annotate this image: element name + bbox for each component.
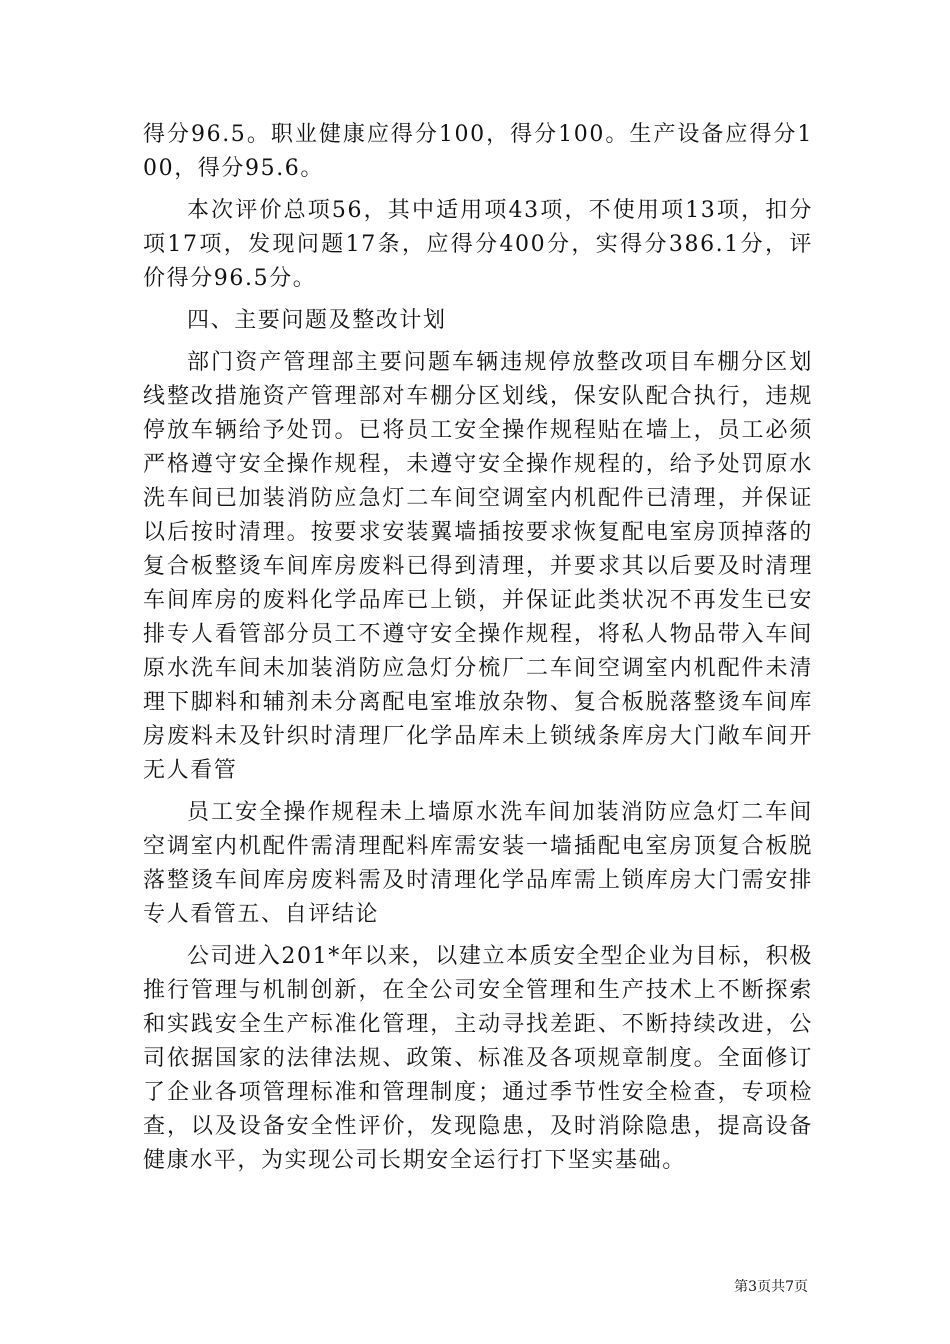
page-number-footer: 第3页共7页: [734, 1279, 808, 1295]
paragraph-evaluation-summary: 本次评价总项56，其中适用项43项，不使用项13项，扣分项17项，发现问题17条，应得分400分，实得分386.1分，评价得分96.5分。: [143, 198, 813, 291]
document-body: [143, 118, 813, 1186]
paragraph-issues-detail: 部门资产管理部主要问题车辆违规停放整改项目车棚分区划线整改措施资产管理部对车棚分区划线，保安队配合执行，违规停放车辆给予处罚。已将员工安全操作规程贴在墙上，员工必须严格遵守安全操作规程，未遵守安全操作规程的，给予处罚原水洗车间已加装消防应急灯二车间空调室内机配件已清理，并保证以后按时清理。按要求安装翼墙插按要求恢复配电室房顶掉落的复合板整烫车间库房废料已得到清理，并要求其以后要及时清理车间库房的废料化学品库已上锁，并保证此类状况不再发生已安排专人看管部分员工不遵守安全操作规程，将私人物品带入车间原水洗车间未加装消防应急灯分梳厂二车间空调室内机配件未清理下脚料和辅剂未分离配电室堆放杂物、复合板脱落整烫车间库房废料未及针织时清理厂化学品库未上锁绒条库房大门敞车间开无人看管: [143, 350, 813, 783]
paragraph-self-evaluation-conclusion: 公司进入201*年以来，以建立本质安全型企业为目标，积极推行管理与机制创新，在全公司安全管理和生产技术上不断探索和实践安全生产标准化管理，主动寻找差距、不断持续改进，公司依据国家的法律法规、政策、标准及各项规章制度。全面修订了企业各项管理标准和管理制度；通过季节性安全检查，专项检查，以及设备安全性评价，发现隐患，及时消除隐患，提高设备健康水平，为实现公司长期安全运行打下坚实基础。: [143, 944, 813, 1173]
paragraph-rectification-items: 员工安全操作规程未上墙原水洗车间加装消防应急灯二车间空调室内机配件需清理配料库需安装一墙插配电室房顶复合板脱落整烫车间库房废料需及时清理化学品库需上锁库房大门需安排专人看管五、自评结论: [143, 800, 813, 927]
section-heading-main-issues: 四、主要问题及整改计划: [187, 308, 447, 333]
paragraph-scores-cont: 得分96.5。职业健康应得分100，得分100。生产设备应得分100，得分95.6。: [143, 122, 813, 181]
